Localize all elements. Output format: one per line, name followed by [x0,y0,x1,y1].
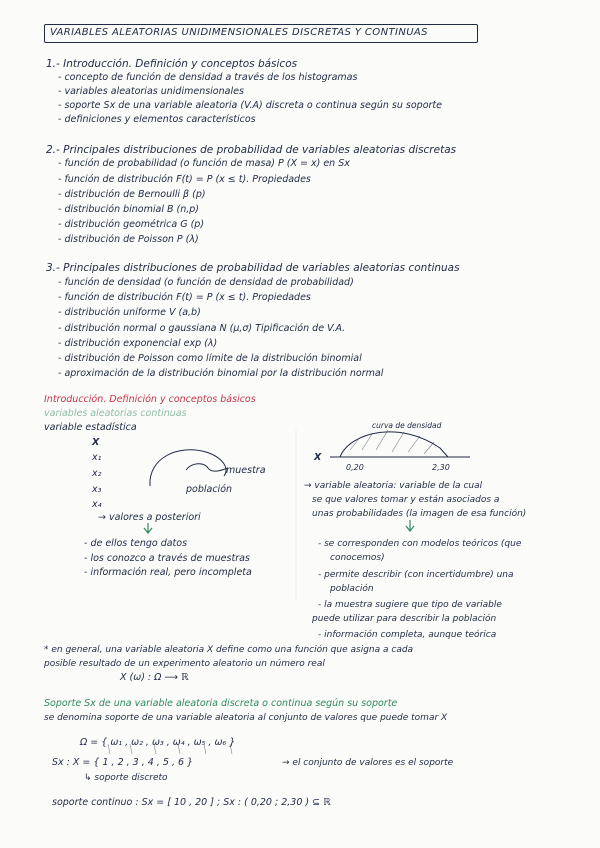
hatch [350,430,434,454]
left-bullet: - los conozco a través de muestras [84,553,250,564]
soporte-continuo: soporte continuo : Sx = [ 10 , 20 ] ; Sx : ( 0,20 ; 2,30 ) ⊆ ℝ [52,797,331,808]
right-text: unas probabilidades (la imagen de esa función) [312,509,527,519]
section2-item: - distribución geométrica G (p) [58,219,205,230]
general-formula: X (ω) : Ω ⟶ ℝ [120,672,189,683]
x-value: x₂ [92,468,102,479]
right-text: se que valores tomar y están asociados a [312,495,500,505]
section2-heading: 2.- Principales distribuciones de probabilidad de variables aleatorias discretas [46,144,457,156]
section3-item: - distribución de Poisson como límite de la distribución binomial [58,353,362,364]
section1-item: - concepto de función de densidad a través de los histogramas [58,72,358,83]
section2-item: - distribución de Poisson P (λ) [58,234,199,245]
section1-heading: 1.- Introducción. Definición y conceptos básicos [46,58,298,70]
right-bullet: - se corresponden con modelos teóricos (que [318,539,522,549]
x-value: x₃ [92,484,102,495]
section3-item: - distribución normal o gaussiana N (μ,σ) Tipificación de V.A. [58,323,346,334]
right-bullet: - información completa, aunque teórica [318,630,497,640]
section3-item: - función de distribución F(t) = P (x ≤ t). Propiedades [58,292,311,303]
right-bullet: población [330,584,374,594]
section2-item: - distribución de Bernoulli β (p) [58,189,206,200]
right-bullet: - permite describir (con incertidumbre) una [318,570,514,580]
section3-item: - aproximación de la distribución binomial por la distribución normal [58,368,384,379]
section2-item: - función de probabilidad (o función de masa) P (X = x) en Sx [58,158,350,169]
curve-label: curva de densidad [372,421,442,430]
valores-label: → valores a posteriori [98,512,201,523]
left-bullet: - de ellos tengo datos [84,538,188,549]
left-label: variable estadística [44,422,137,433]
section2-item: - función de distribución F(t) = P (x ≤ t). Propiedades [58,174,311,185]
right-bullet: puede utilizar para describir la población [312,614,497,624]
sample-loop [186,464,228,471]
sx-note: → el conjunto de valores es el soporte [282,758,454,768]
sub-heading: variables aleatorias continuas [44,408,187,419]
omega-row: Ω = { ω₁ , ω₂ , ω₃ , ω₄ , ω₅ , ω₆ } [80,737,236,748]
soporte-heading: Soporte Sx de una variable aleatoria discreta o continua según su soporte [44,698,398,709]
x-value: x₁ [92,452,102,463]
section3-item: - distribución exponencial exp (λ) [58,338,218,349]
right-bullet: - la muestra sugiere que tipo de variable [318,600,502,610]
axis-left-label: 0,20 [346,463,364,472]
green-arrow-left [144,523,152,533]
general-line: * en general, una variable aleatoria X define como una función que asigna a cada [44,645,414,655]
section1-item: - definiciones y elementos característicos [58,114,256,125]
poblacion-label: población [186,484,233,495]
section3-heading: 3.- Principales distribuciones de probabilidad de variables aleatorias continuas [46,262,460,274]
green-arrow-right [406,520,414,531]
section1-item: - soporte Sx de una variable aleatoria (V.A) discreta o continua según su soporte [58,100,443,111]
x-value: x₄ [92,499,102,510]
section3-item: - función de densidad (o función de densidad de probabilidad) [58,277,354,288]
section3-item: - distribución uniforme V (a,b) [58,307,201,318]
right-bullet: conocemos) [330,553,385,563]
mapping-arrows [108,744,232,754]
x-symbol: X [92,437,100,448]
sx-under: ↳ soporte discreto [84,773,168,783]
right-text: → variable aleatoria: variable de la cual [304,481,483,491]
section1-item: - variables aleatorias unidimensionales [58,86,244,97]
soporte-definition: se denomina soporte de una variable aleatoria al conjunto de valores que puede tomar X [44,713,448,723]
general-line: posible resultado de un experimento aleatorio un número real [44,659,325,669]
right-x-symbol: X [314,452,322,463]
muestra-label: muestra [226,465,266,476]
page-title: VARIABLES ALEATORIAS UNIDIMENSIONALES DISCRETAS Y CONTINUAS [50,27,428,38]
axis-right-label: 2,30 [432,463,450,472]
section2-item: - distribución binomial B (n,p) [58,204,200,215]
left-bullet: - información real, pero incompleta [84,567,252,578]
intro-heading: Introducción. Definición y conceptos básicos [44,394,256,405]
sx-row: Sx : X = { 1 , 2 , 3 , 4 , 5 , 6 } [52,757,194,768]
